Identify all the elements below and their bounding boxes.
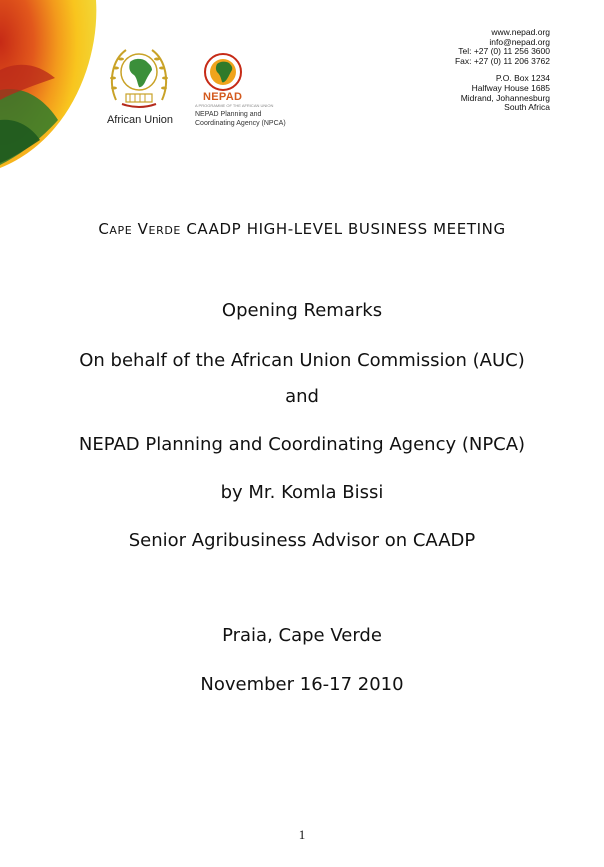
au-emblem-icon xyxy=(108,42,170,110)
npca-line: NEPAD Planning and Coordinating Agency (NPCA) xyxy=(78,434,526,455)
address-line-1: Halfway House 1685 xyxy=(471,82,550,93)
nepad-tagline: A PROGRAMME OF THE AFRICAN UNION xyxy=(195,103,274,108)
nepad-name: NEPAD xyxy=(203,91,243,103)
nepad-desc-line-2: Coordinating Agency (NPCA) xyxy=(195,120,286,127)
place-line: Praia, Cape Verde xyxy=(222,625,382,646)
corner-decoration xyxy=(0,0,100,170)
african-union-logo xyxy=(100,42,180,132)
speaker-line: by Mr. Komla Bissi xyxy=(220,482,384,503)
nepad-logo xyxy=(193,52,293,132)
po-box: P.O. Box 1234 xyxy=(495,73,550,84)
document-heading: Cape Verde CAADP HIGH-LEVEL BUSINESS MEETING xyxy=(98,220,506,238)
on-behalf-line: On behalf of the African Union Commission (AUC) xyxy=(79,350,525,371)
telephone: Tel: +27 (0) 11 256 3600 xyxy=(458,46,550,57)
country: South Africa xyxy=(504,102,550,113)
nepad-description xyxy=(195,110,286,128)
email-link[interactable]: info@nepad.org xyxy=(489,36,550,47)
website-link[interactable]: www.nepad.org xyxy=(491,27,550,37)
page-number: 1 xyxy=(298,827,306,842)
au-label: African Union xyxy=(106,114,174,126)
contact-block xyxy=(455,28,550,113)
speaker-title-line: Senior Agribusiness Advisor on CAADP xyxy=(128,530,476,551)
and-line: and xyxy=(285,386,319,407)
nepad-desc-line-1: NEPAD Planning and xyxy=(195,111,262,118)
address-line-2: Midrand, Johannesburg xyxy=(460,92,550,103)
opening-remarks-title: Opening Remarks xyxy=(221,300,383,321)
date-line: November 16-17 2010 xyxy=(200,674,404,695)
nepad-emblem-icon xyxy=(201,52,245,92)
fax: Fax: +27 (0) 11 206 3762 xyxy=(454,55,550,66)
